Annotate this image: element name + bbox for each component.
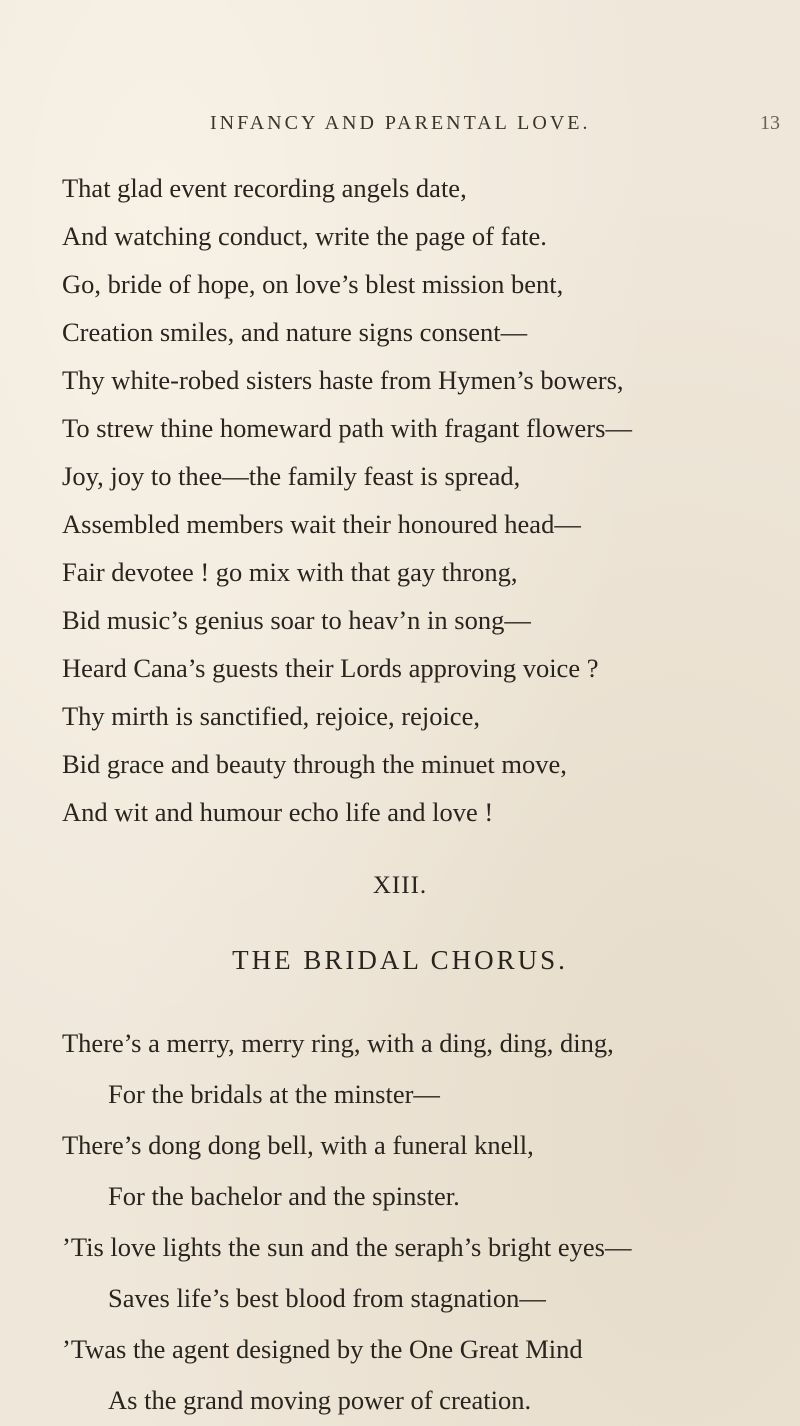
verse-line: To strew thine homeward path with fragant flowers— [62,413,632,443]
running-title: INFANCY AND PARENTAL LOVE. [210,112,591,134]
verse-line: ’Twas the agent designed by the One Great Mind [62,1334,583,1364]
verse-line: And wit and humour echo life and love ! [62,797,494,827]
verse-line: Bid grace and beauty through the minuet move, [62,749,567,779]
verse-line: For the bridals at the minster— [108,1079,440,1109]
running-head [0,112,800,142]
verse-line: Thy mirth is sanctified, rejoice, rejoice, [62,701,480,731]
verse-line: Fair devotee ! go mix with that gay throng, [62,557,518,587]
verse-line: For the bachelor and the spinster. [108,1181,460,1211]
verse-line: Go, bride of hope, on love’s blest mission bent, [62,269,564,299]
verse-line: Joy, joy to thee—the family feast is spread, [62,461,521,491]
verse-line: Assembled members wait their honoured head— [62,509,581,539]
verse-line: As the grand moving power of creation. [108,1385,532,1415]
verse-line: Creation smiles, and nature signs consent— [62,317,528,347]
verse-line: And watching conduct, write the page of fate. [62,221,547,251]
verse-line: Saves life’s best blood from stagnation— [108,1283,546,1313]
verse-line: There’s dong dong bell, with a funeral knell, [62,1130,534,1160]
section-number: XIII. [372,872,428,899]
verse-line: There’s a merry, merry ring, with a ding, ding, ding, [62,1028,614,1058]
page-number: 13 [760,112,780,134]
verse-line: Thy white-robed sisters haste from Hymen’s bowers, [62,365,624,395]
verse-line: Bid music’s genius soar to heav’n in song— [62,605,531,635]
section-title: THE BRIDAL CHORUS. [232,945,568,975]
verse-line: Heard Cana’s guests their Lords approving voice ? [62,653,599,683]
verse-line: That glad event recording angels date, [62,173,467,203]
verse-line: ’Tis love lights the sun and the seraph’s bright eyes— [62,1232,632,1262]
